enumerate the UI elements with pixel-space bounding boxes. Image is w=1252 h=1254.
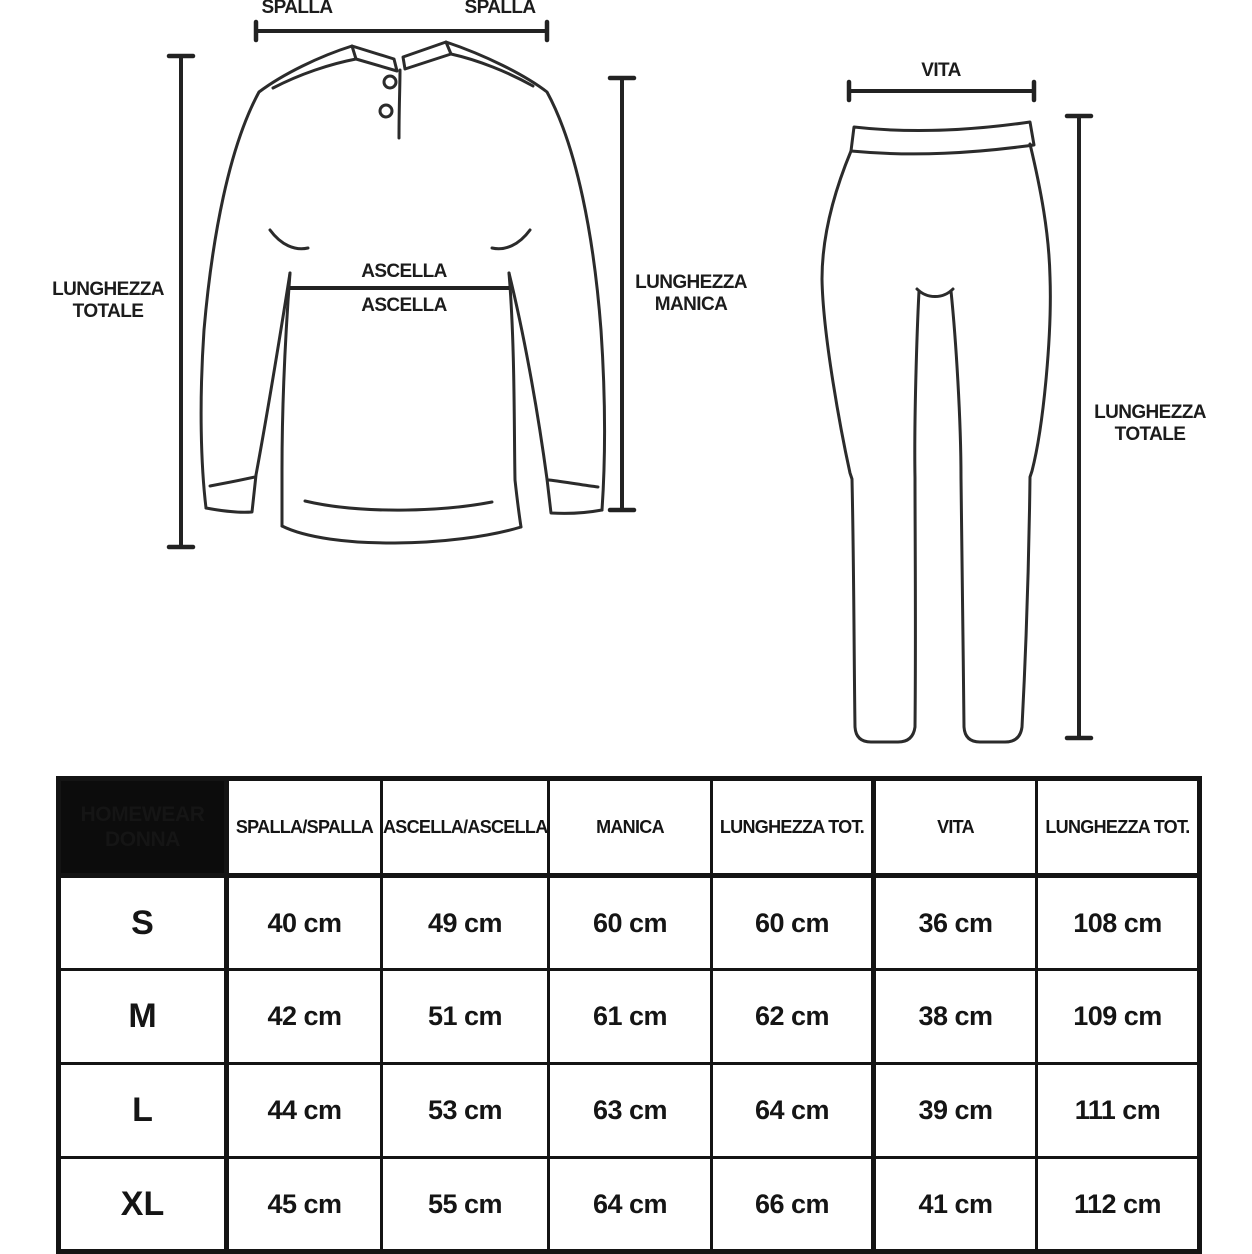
shirt-hem-line [305,501,492,510]
pants-measure-lines [849,82,1091,738]
value-m-spalla: 42 cm [227,970,382,1064]
value-s-vita: 36 cm [874,876,1037,970]
value-l-lunghezza-tot: 64 cm [712,1064,874,1158]
table-row-xl [59,1158,1200,1252]
col-header-manica: MANICA [549,779,712,876]
value-s-lunghezza-tot: 60 cm [712,876,874,970]
value-m-lunghezza-tot-pants: 109 cm [1037,970,1200,1064]
shirt-right-sleeve-outer [446,42,605,510]
shirt-measure-lines [169,22,634,547]
shirt-button-top [384,76,396,88]
shirt-lunghezza-totale-label-line1: LUNGHEZZA [52,279,164,300]
value-l-lunghezza-tot-pants: 111 cm [1037,1064,1200,1158]
value-l-manica: 63 cm [549,1064,712,1158]
value-s-lunghezza-tot-pants: 108 cm [1037,876,1200,970]
col-header-ascella: ASCELLA/ASCELLA [382,779,549,876]
pants-lunghezza-totale-label-line1: LUNGHEZZA [1094,402,1206,423]
col-header-lunghezza-tot-shirt: LUNGHEZZA TOT. [712,779,874,876]
value-xl-ascella: 55 cm [382,1158,549,1252]
col-header-spalla: SPALLA/SPALLA [227,779,382,876]
ascella-bottom-label: ASCELLA [361,295,447,316]
pants-left-leg [822,151,919,742]
value-xl-lunghezza-tot: 66 cm [712,1158,874,1252]
table-row-s [59,876,1200,970]
value-s-manica: 60 cm [549,876,712,970]
shirt-placket [399,70,400,138]
size-label-l: L [59,1064,227,1158]
table-row-m [59,970,1200,1064]
value-xl-lunghezza-tot-pants: 112 cm [1037,1158,1200,1252]
value-l-spalla: 44 cm [227,1064,382,1158]
shirt-right-cuff [547,479,602,513]
spalla-left-label: SPALLA [261,0,333,18]
lunghezza-manica-label-line2: MANICA [654,294,728,315]
pants-drawing [822,122,1050,742]
ascella-top-label: ASCELLA [361,261,447,282]
shirt-left-bust-curve [270,230,308,249]
table-row-l [59,1064,1200,1158]
value-s-spalla: 40 cm [227,876,382,970]
shirt-right-bust-curve [492,230,530,249]
value-l-vita: 39 cm [874,1064,1037,1158]
col-header-vita: VITA [874,779,1037,876]
pants-waistband [851,122,1034,154]
vita-label: VITA [921,60,961,81]
value-m-manica: 61 cm [549,970,712,1064]
shirt-collar-left [352,46,397,71]
pants-crotch-curve [917,289,953,297]
shirt-drawing [201,42,604,543]
value-xl-vita: 41 cm [874,1158,1037,1252]
shirt-lunghezza-totale-label-line2: TOTALE [72,301,144,322]
size-label-m: M [59,970,227,1064]
size-label-s: S [59,876,227,970]
spalla-right-label: SPALLA [464,0,536,18]
shirt-hem-bottom [282,526,521,543]
size-table [56,776,1202,1254]
pants-lunghezza-totale-label-line2: TOTALE [1114,424,1186,445]
value-s-ascella: 49 cm [382,876,549,970]
value-m-lunghezza-tot: 62 cm [712,970,874,1064]
value-m-vita: 38 cm [874,970,1037,1064]
col-header-lunghezza-tot-pants: LUNGHEZZA TOT. [1037,779,1200,876]
size-label-xl: XL [59,1158,227,1252]
value-l-ascella: 53 cm [382,1064,549,1158]
shirt-button-bottom [380,105,392,117]
pants-right-leg [951,144,1050,742]
shirt-left-sleeve-outer [201,46,352,508]
lunghezza-manica-label-line1: LUNGHEZZA [635,272,747,293]
value-m-ascella: 51 cm [382,970,549,1064]
shirt-collar-right [403,42,451,69]
table-header-row [59,779,1200,876]
shirt-left-cuff [206,475,256,512]
value-xl-manica: 64 cm [549,1158,712,1252]
table-corner-header: HOMEWEAR DONNA [59,779,227,876]
value-xl-spalla: 45 cm [227,1158,382,1252]
